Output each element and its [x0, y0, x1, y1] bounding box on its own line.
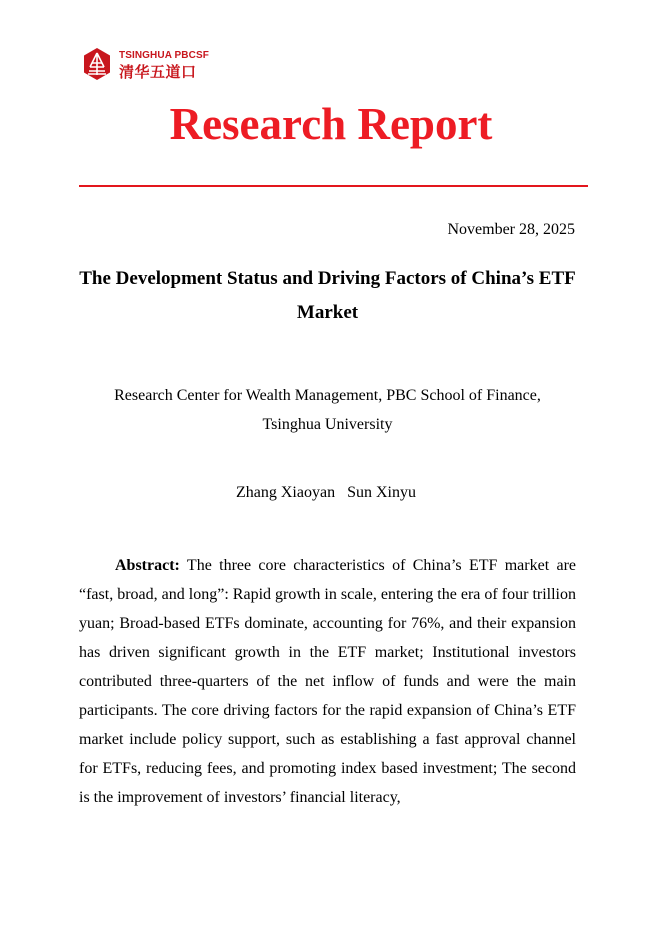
paper-title: The Development Status and Driving Factors of China’s ETF Market	[79, 268, 576, 323]
title-divider	[79, 185, 588, 187]
header-logo	[80, 47, 230, 85]
abstract-text: The three core characteristics of China’s ETF market are “fast, broad, and long”: Rapid growth in scale, entering the era of four trillion yuan; Broad-based ETFs dominate, accounting for 76%, and their expansion has driven significant growth in the ETF market; Institutional investors contributed three-quarters of the net inflow of funds and were the main participants. The core driving factors for the rapid expansion of China’s ETF market include policy support, such as establishing a fast approval channel for ETFs, reducing fees, and promoting index based investment; The second is the improvement of investors’ financial literacy,	[79, 557, 577, 806]
author-names: Zhang Xiaoyan Sun Xinyu	[236, 484, 416, 501]
abstract-label: Abstract:	[115, 557, 180, 574]
affiliation-line-2: Tsinghua University	[262, 416, 393, 433]
report-title: Research Report	[169, 99, 493, 149]
logo-chinese-text: 清华五道口	[119, 63, 197, 81]
affiliation-line-1: Research Center for Wealth Management, PBC School of Finance,	[114, 387, 541, 404]
logo-english-text: TSINGHUA PBCSF	[119, 50, 209, 61]
abstract-paragraph	[79, 551, 576, 812]
pbcsf-emblem-icon	[80, 47, 114, 81]
author-affiliation	[79, 381, 576, 439]
report-date: November 28, 2025	[447, 221, 575, 238]
